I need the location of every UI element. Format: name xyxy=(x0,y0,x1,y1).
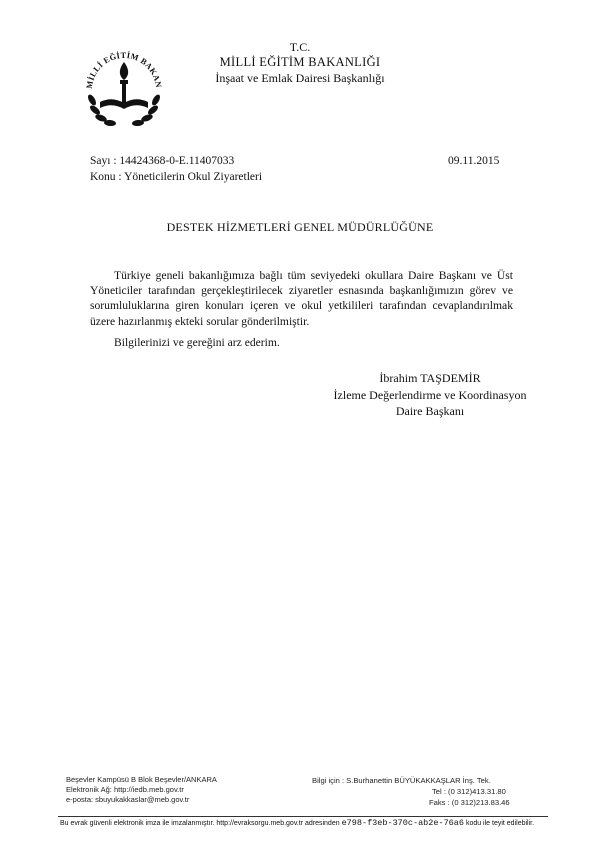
footer-email: e-posta: sbuyukakkaslar@meb.gov.tr xyxy=(66,795,190,804)
department-name: İnşaat ve Emlak Dairesi Başkanlığı xyxy=(215,71,385,85)
document-number: Sayı : 14424368-0-E.11407033 xyxy=(90,155,235,167)
signatory-name: İbrahim TAŞDEMİR xyxy=(379,371,481,385)
footer-info: Bilgi için : S.Burhanettin BÜYÜKAKKAŞLAR İnş. Tek. xyxy=(312,776,491,785)
verification-note xyxy=(60,818,534,828)
ministry-logo xyxy=(78,40,170,132)
verification-suffix: kodu ile teyit edilebilir. xyxy=(465,820,535,827)
closing-line: Bilgilerinizi ve gereğini arz ederim. xyxy=(114,336,280,349)
logo-arc-text: MİLLİ EĞİTİM BAKAN xyxy=(84,50,164,90)
signatory-title: İzleme Değerlendirme ve Koordinasyon xyxy=(333,388,527,402)
footer-divider xyxy=(58,816,548,817)
recipient-heading: DESTEK HİZMETLERİ GENEL MÜDÜRLÜĞÜNE xyxy=(166,220,434,234)
footer-address: Beşevler Kampüsü B Blok Beşevler/ANKARA xyxy=(66,775,217,784)
footer-fax: Faks : (0 312)213.83.46 xyxy=(429,798,510,807)
signatory-role: Daire Başkanı xyxy=(395,404,465,418)
country-label: T.C. xyxy=(289,40,311,54)
document-date: 09.11.2015 xyxy=(448,155,500,167)
verification-code: e798-f3eb-370c-ab2e-76a6 xyxy=(341,818,464,828)
footer-network: Elektronik Ağ: http://iedb.meb.gov.tr xyxy=(66,785,184,794)
verification-prefix: Bu evrak güvenli elektronik imza ile imzalanmıştır. http://evraksorgu.meb.gov.tr adresinden xyxy=(60,820,340,827)
ministry-name: MİLLİ EĞİTİM BAKANLIĞI xyxy=(219,55,381,69)
body-paragraph: Türkiye geneli bakanlığımıza bağlı tüm seviyedeki okullara Daire Başkanı ve Üst Yöneticiler tarafından gerçekleştirilecek ziyaretler esnasında başkanlığımızın görev ve sorumluluklarına giren konuları içeren ve okul yetkilileri tarafından cevaplandırılmak üzere hazırlanmış ekteki sorular gönderilmiştir. xyxy=(90,269,513,328)
footer-tel: Tel : (0 312)413.31.80 xyxy=(432,787,506,796)
document-subject: Konu : Yöneticilerin Okul Ziyaretleri xyxy=(90,171,263,183)
